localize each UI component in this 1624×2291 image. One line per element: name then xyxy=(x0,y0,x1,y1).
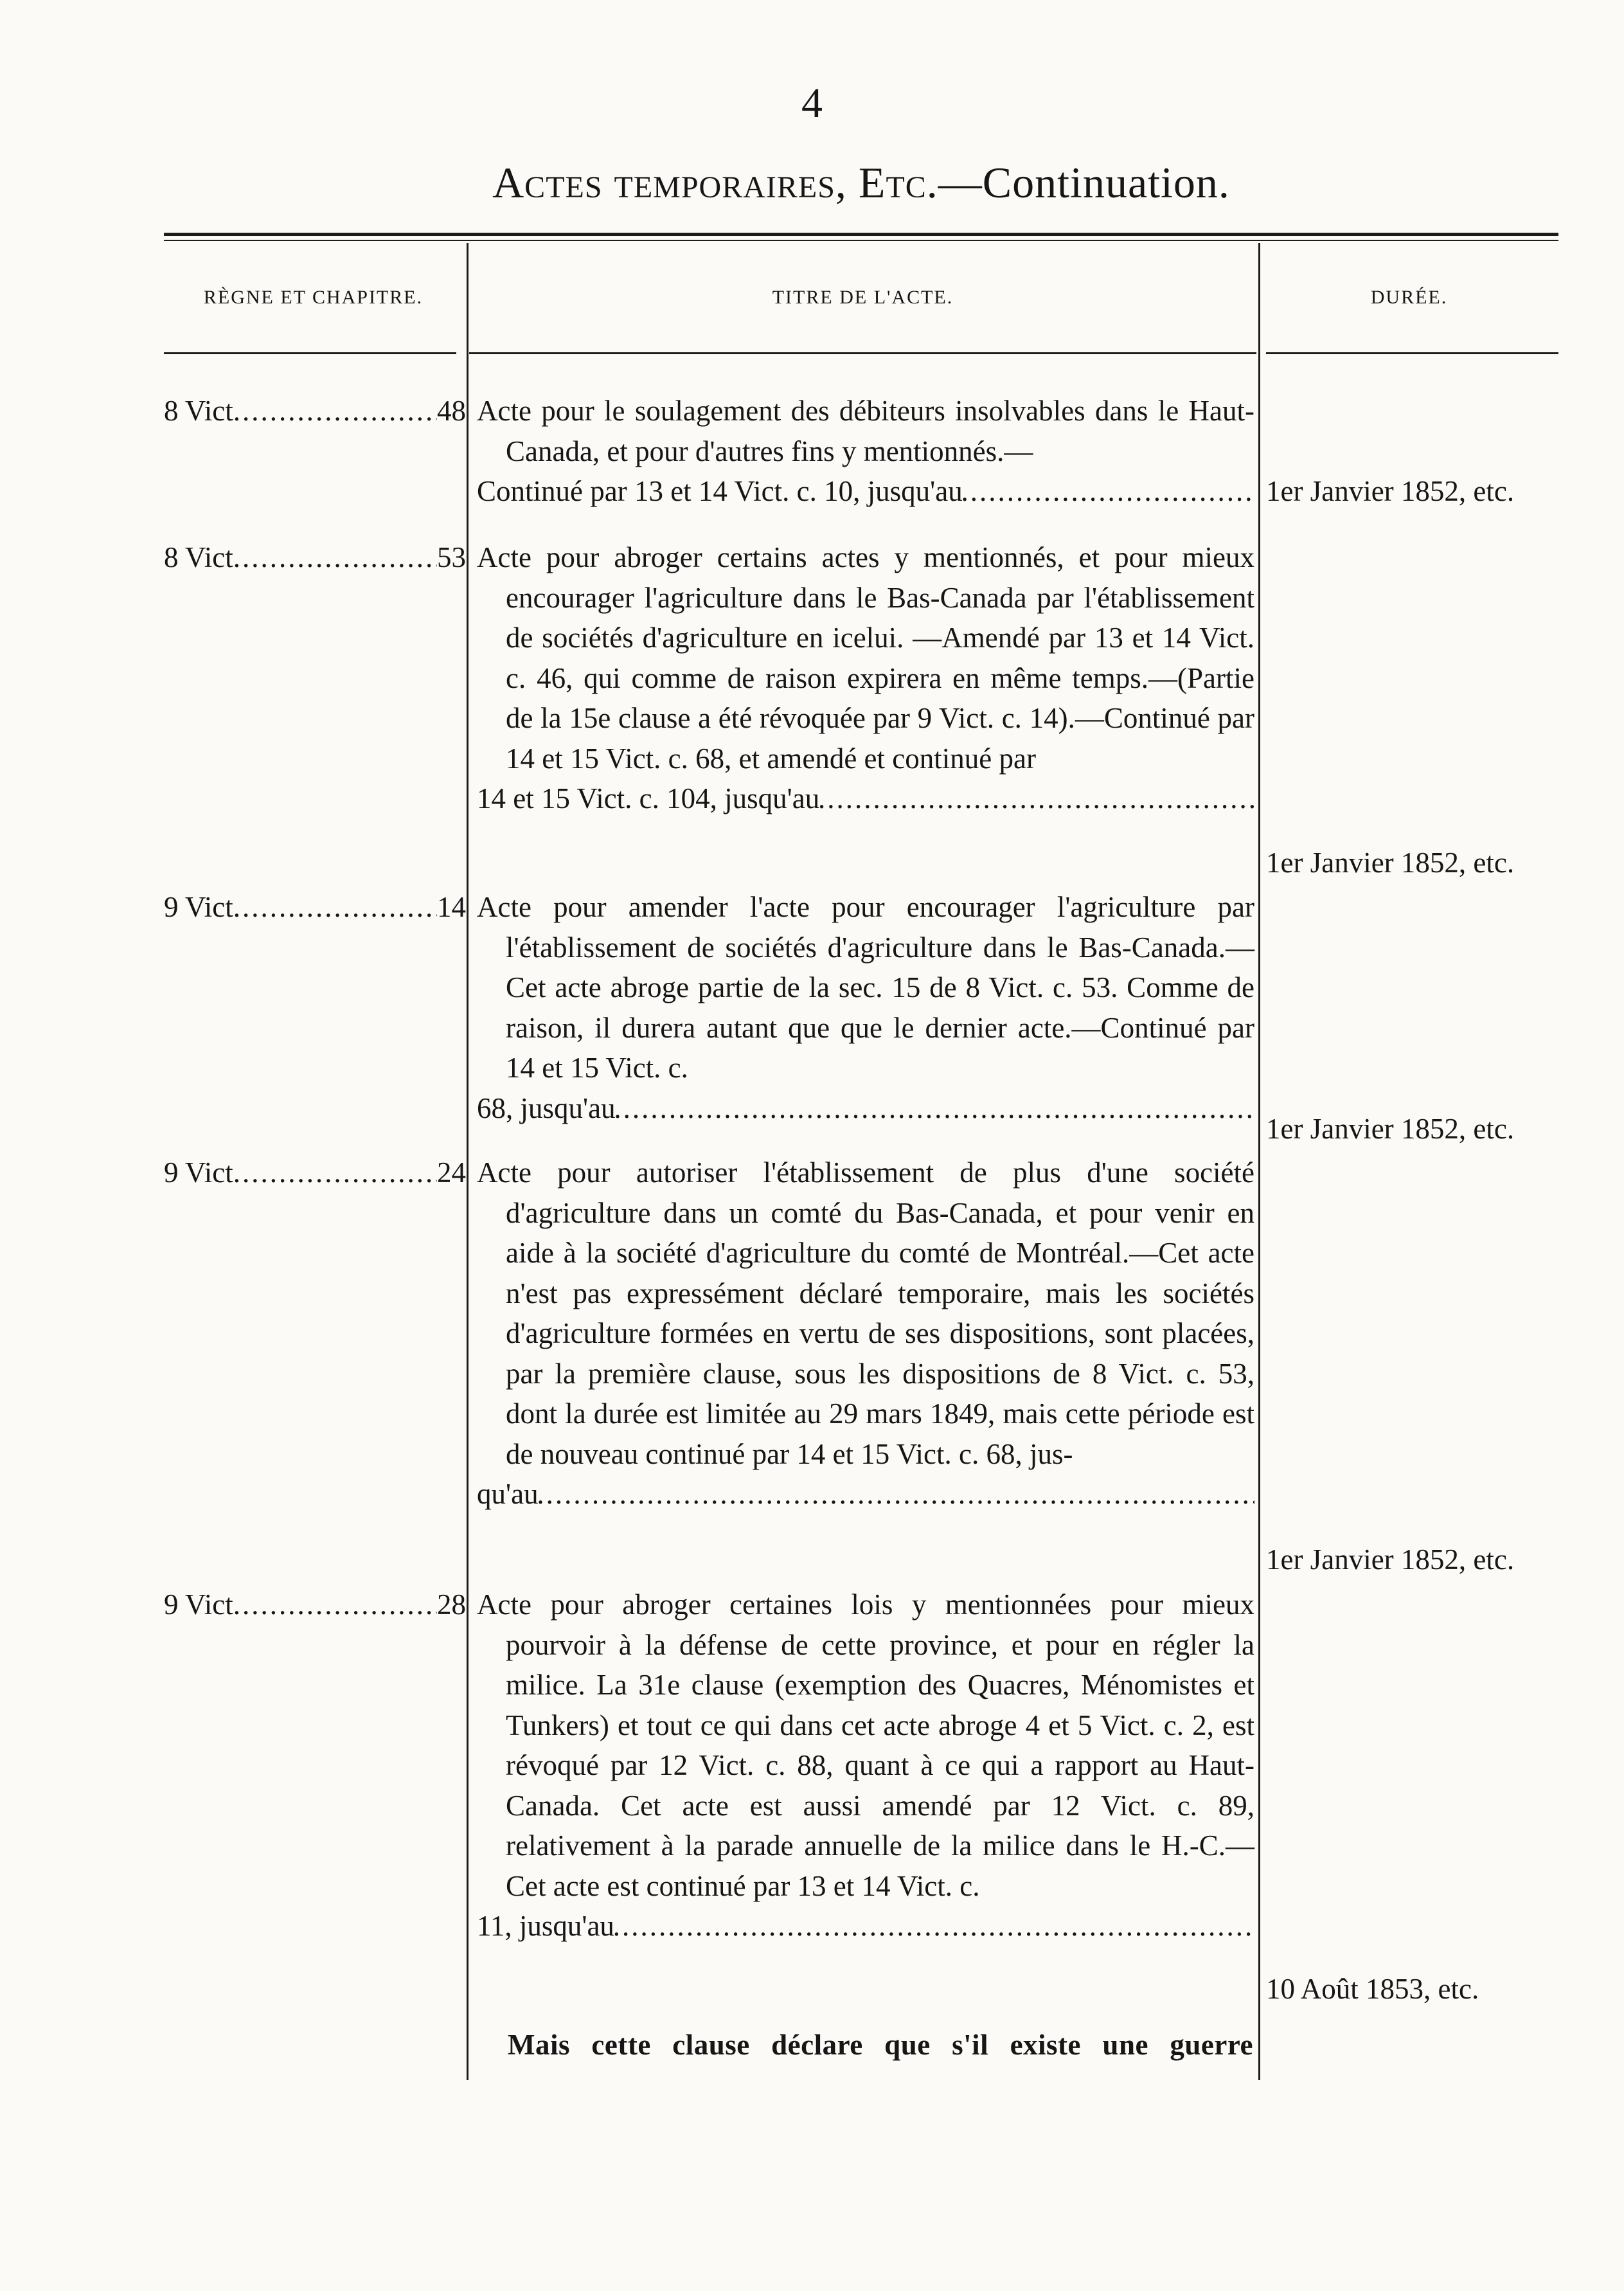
leader-dots xyxy=(616,1088,1254,1129)
act-title-text: Acte pour autoriser l'établissement de plus d'une société d'agriculture dans un comté du Bas-Canada, et pour venir en aide à la société d'agriculture du comté de Montréal.—Cet acte n'est pas expressément déclaré temporaire, mais les sociétés d'agriculture formées en vertu de ses dispositions, sont placées, par la première clause, sous les dispositions de 8 Vict. c. 53, dont la durée est limitée au 29 mars 1849, mais cette période est de nouveau continué par 14 et 15 Vict. c. 68, jus- xyxy=(477,1156,1254,1470)
column-header-rule xyxy=(164,352,456,354)
leader-dots xyxy=(233,1585,437,1625)
page-title-continuation: —Continuation. xyxy=(938,158,1230,207)
header-rule-thick xyxy=(164,233,1558,236)
leader-dots xyxy=(233,537,437,578)
reign-cell xyxy=(164,1153,466,1193)
act-title-cell xyxy=(477,391,1254,512)
act-title-lead xyxy=(477,1088,1254,1129)
chapter-number: 14 xyxy=(437,891,466,923)
leader-dots xyxy=(819,778,1254,819)
duration-cell: 1er Janvier 1852, etc. xyxy=(1266,475,1515,507)
duration-cell: 1er Janvier 1852, etc. xyxy=(1266,1543,1515,1576)
reign-cell xyxy=(164,537,466,578)
act-title-cell xyxy=(477,1585,1254,1946)
page-title xyxy=(161,158,1562,207)
act-title-cell xyxy=(477,887,1254,1128)
header-rule-thin xyxy=(164,240,1558,241)
act-title-text: Acte pour abroger certaines lois y mentionnées pour mieux pourvoir à la défense de cette province, et pour en régler la milice. La 31e clause (exemption des Quacres, Ménomistes et Tunkers) et tout ce qui dans cet acte abroge 4 et 5 Vict. c. 2, est révoqué par 12 Vict. c. 88, quant à ce qui a rapport au Haut-Canada. Cet acte est aussi amendé par 12 Vict. c. 89, relativement à la parade annuelle de la milice dans le H.-C.—Cet acte est continué par 13 et 14 Vict. c. xyxy=(477,1588,1254,1902)
reign-cell xyxy=(164,1585,466,1625)
chapter-number: 48 xyxy=(437,395,466,427)
act-title-lead-text: Continué par 13 et 14 Vict. c. 10, jusqu'au xyxy=(477,475,963,507)
leader-dots xyxy=(963,471,1254,512)
column-header-rule xyxy=(1266,352,1558,354)
column-header-reign: RÈGNE ET CHAPITRE. xyxy=(203,287,424,308)
chapter-number: 53 xyxy=(437,541,466,573)
reign-label: 9 Vict xyxy=(164,891,233,923)
act-title-lead xyxy=(477,1906,1254,1946)
duration-cell: 1er Janvier 1852, etc. xyxy=(1266,847,1515,879)
reign-cell xyxy=(164,391,466,431)
reign-label: 8 Vict xyxy=(164,541,233,573)
leader-dots xyxy=(539,1474,1254,1514)
act-title-lead xyxy=(477,778,1254,819)
act-title-text: Acte pour amender l'acte pour encourager l'agriculture par l'établissement de sociétés d'agriculture dans le Bas-Canada.—Cet acte abroge partie de la sec. 15 de 8 Vict. c. 53. Comme de raison, il durera autant que que le dernier acte.—Continué par 14 et 15 Vict. c. xyxy=(477,891,1254,1084)
chapter-number: 24 xyxy=(437,1156,466,1189)
column-header-title: TITRE DE L'ACTE. xyxy=(772,287,954,308)
act-title-text: Acte pour abroger certains actes y mentionnés, et pour mieux encourager l'agriculture dans le Bas-Canada par l'établissement de sociétés d'agriculture en icelui. —Amendé par 13 et 14 Vict. c. 46, qui comme de raison expirera en même temps.—(Partie de la 15e clause a été révoquée par 9 Vict. c. 14).—Continué par 14 et 15 Vict. c. 68, et amendé et continué par xyxy=(477,541,1254,775)
column-divider-right xyxy=(1258,243,1260,2080)
leader-dots xyxy=(233,887,437,928)
reign-cell xyxy=(164,887,466,928)
column-header-duration: DURÉE. xyxy=(1370,287,1448,308)
duration-cell: 1er Janvier 1852, etc. xyxy=(1266,1113,1515,1145)
continuation-text: Mais cette clause déclare que s'il existe une guerre xyxy=(508,2029,1253,2061)
act-title-text: Acte pour le soulagement des débiteurs insolvables dans le Haut-Canada, et pour d'autres fins y mentionnés.— xyxy=(477,395,1254,467)
reign-label: 9 Vict xyxy=(164,1588,233,1621)
act-title-cell xyxy=(477,537,1254,819)
act-title-lead xyxy=(477,471,1254,512)
act-title-lead-text: 14 et 15 Vict. c. 104, jusqu'au xyxy=(477,782,820,814)
act-title-lead-text: qu'au xyxy=(477,1478,539,1510)
column-header-rule xyxy=(469,352,1256,354)
act-title-lead-text: 11, jusqu'au xyxy=(477,1910,614,1942)
duration-cell: 10 Août 1853, etc. xyxy=(1266,1973,1479,2005)
reign-label: 9 Vict xyxy=(164,1156,233,1189)
page-number: 4 xyxy=(801,80,823,127)
leader-dots xyxy=(614,1906,1254,1946)
leader-dots xyxy=(233,1153,437,1193)
act-title-lead xyxy=(477,1474,1254,1514)
act-title-cell xyxy=(477,1153,1254,1514)
leader-dots xyxy=(233,391,437,431)
chapter-number: 28 xyxy=(437,1588,466,1621)
reign-label: 8 Vict xyxy=(164,395,233,427)
page-title-main: Actes temporaires, Etc. xyxy=(492,158,938,207)
column-divider-left xyxy=(467,243,468,2080)
act-title-lead-text: 68, jusqu'au xyxy=(477,1092,616,1124)
